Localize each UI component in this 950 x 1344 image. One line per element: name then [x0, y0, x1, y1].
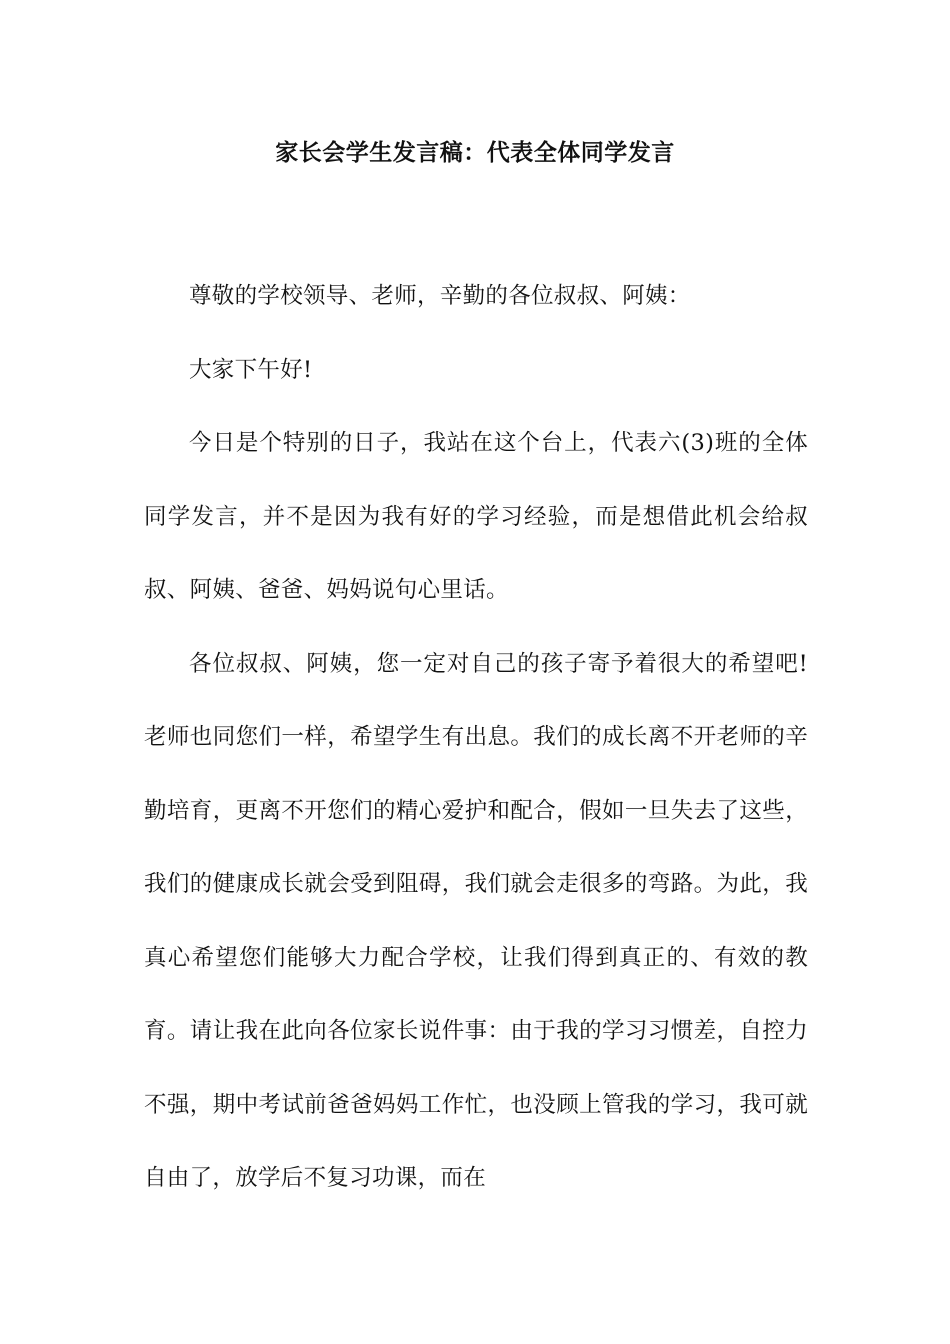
paragraph-salutation: 尊敬的学校领导、老师，辛勤的各位叔叔、阿姨： [189, 283, 691, 309]
paragraph-greeting: 大家下午好! [189, 356, 313, 383]
document-body [144, 260, 808, 1216]
document-title: 家长会学生发言稿：代表全体同学发言 [275, 140, 675, 166]
paragraph-main: 各位叔叔、阿姨，您一定对自己的孩子寄予着很大的希望吧!老师也同您们一样，希望学生有出息。我们的成长离不开老师的辛勤培育，更离不开您们的精心爱护和配合，假如一旦失去了这些，我们的健康成长就会受到阻碍，我们就会走很多的弯路。为此，我真心希望您们能够大力配合学校，让我们得到真正的、有效的教育。请让我在此向各位家长说件事：由于我的学习习惯差，自控力不强，期中考试前爸爸妈妈工作忙，也没顾上管我的学习，我可就自由了，放学后不复习功课，而在 [144, 650, 808, 1191]
paragraph-introduction: 今日是个特别的日子，我站在这个台上，代表六(3)班的全体同学发言，并不是因为我有好的学习经验，而是想借此机会给叔叔、阿姨、爸爸、妈妈说句心里话。 [144, 430, 808, 603]
